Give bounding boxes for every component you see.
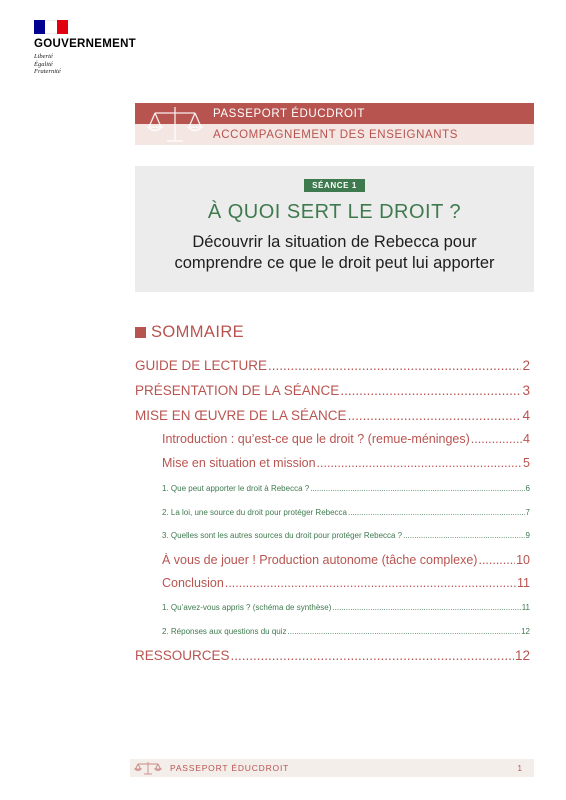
motto-liberte: Liberté: [34, 53, 53, 60]
toc-label: 1. Que peut apporter le droit à Rebecca ?: [162, 484, 310, 493]
session-box: [135, 166, 534, 292]
marianne-flag-icon: [34, 20, 68, 34]
toc-label: Conclusion: [162, 576, 224, 590]
toc-page: 11: [521, 603, 530, 612]
toc-label: Introduction : qu’est-ce que le droit ? (remue-méninges): [162, 432, 470, 446]
toc-entry-conclusion[interactable]: [162, 576, 530, 590]
toc-page: 5: [523, 456, 530, 470]
toc-label: MISE EN ŒUVRE DE LA SÉANCE: [135, 408, 347, 423]
scales-of-justice-icon: [134, 761, 162, 775]
toc-page: 7: [525, 508, 530, 517]
toc-label: PRÉSENTATION DE LA SÉANCE: [135, 383, 340, 398]
toc-entry-mise-en-oeuvre[interactable]: [135, 408, 530, 423]
banner-subtitle: ACCOMPAGNEMENT DES ENSEIGNANTS: [213, 128, 459, 141]
toc-label: 2. Réponses aux questions du quiz: [162, 627, 287, 636]
toc-label: GUIDE DE LECTURE: [135, 358, 268, 373]
toc-page: 12: [521, 627, 530, 636]
motto-fraternite: Fraternité: [34, 68, 61, 75]
page-number: 1: [517, 763, 522, 773]
session-subtitle-line2: comprendre ce que le droit peut lui apporter: [174, 254, 495, 272]
toc-entry-presentation[interactable]: [135, 383, 530, 398]
toc-page: 4: [522, 408, 530, 423]
toc-entry-guide-de-lecture[interactable]: [135, 358, 530, 373]
toc-entry-introduction[interactable]: [162, 432, 530, 446]
toc-page: 6: [525, 484, 530, 493]
scales-of-justice-icon: [145, 103, 205, 145]
session-badge: SÉANCE 1: [304, 179, 365, 192]
toc-page: 10: [516, 553, 530, 567]
motto-egalite: Égalité: [34, 60, 53, 68]
square-bullet-icon: [135, 327, 146, 338]
toc-page: 9: [525, 531, 530, 540]
toc-label: À vous de jouer ! Production autonome (tâche complexe): [162, 553, 478, 567]
toc-label: Mise en situation et mission: [162, 456, 316, 470]
title-banner: [135, 103, 534, 145]
toc-entry-a-vous-de-jouer[interactable]: [162, 553, 530, 567]
page-footer: [130, 759, 534, 777]
sommaire-heading: [135, 323, 244, 342]
session-subtitle: [135, 232, 534, 274]
government-logo: [34, 20, 154, 76]
sommaire-heading-text: SOMMAIRE: [151, 323, 245, 341]
toc-page: 3: [522, 383, 530, 398]
toc-label: 3. Quelles sont les autres sources du droit pour protéger Rebecca ?: [162, 531, 403, 540]
gov-name: GOUVERNEMENT: [34, 38, 136, 50]
toc-label: 1. Qu’avez-vous appris ? (schéma de synthèse): [162, 603, 332, 612]
toc-entry-conclusion-sub-2[interactable]: [162, 627, 530, 636]
toc-label: RESSOURCES: [135, 648, 230, 663]
toc-entry-ressources[interactable]: [135, 648, 530, 663]
toc-entry-sub-1[interactable]: [162, 484, 530, 493]
toc-page: 12: [514, 648, 530, 663]
banner-title: PASSEPORT ÉDUCDROIT: [213, 107, 365, 120]
toc-label: 2. La loi, une source du droit pour protéger Rebecca: [162, 508, 348, 517]
toc-entry-sub-3[interactable]: [162, 531, 530, 540]
footer-title: PASSEPORT ÉDUCDROIT: [170, 763, 290, 773]
toc-page: 11: [517, 576, 530, 590]
toc-entry-mise-en-situation[interactable]: [162, 456, 530, 470]
gov-motto: [34, 53, 154, 76]
session-subtitle-line1: Découvrir la situation de Rebecca pour: [192, 233, 477, 251]
session-title: À QUOI SERT LE DROIT ?: [207, 201, 462, 223]
toc-page: 2: [522, 358, 530, 373]
toc-page: 4: [523, 432, 530, 446]
toc-entry-conclusion-sub-1[interactable]: [162, 603, 530, 612]
toc-entry-sub-2[interactable]: [162, 508, 530, 517]
